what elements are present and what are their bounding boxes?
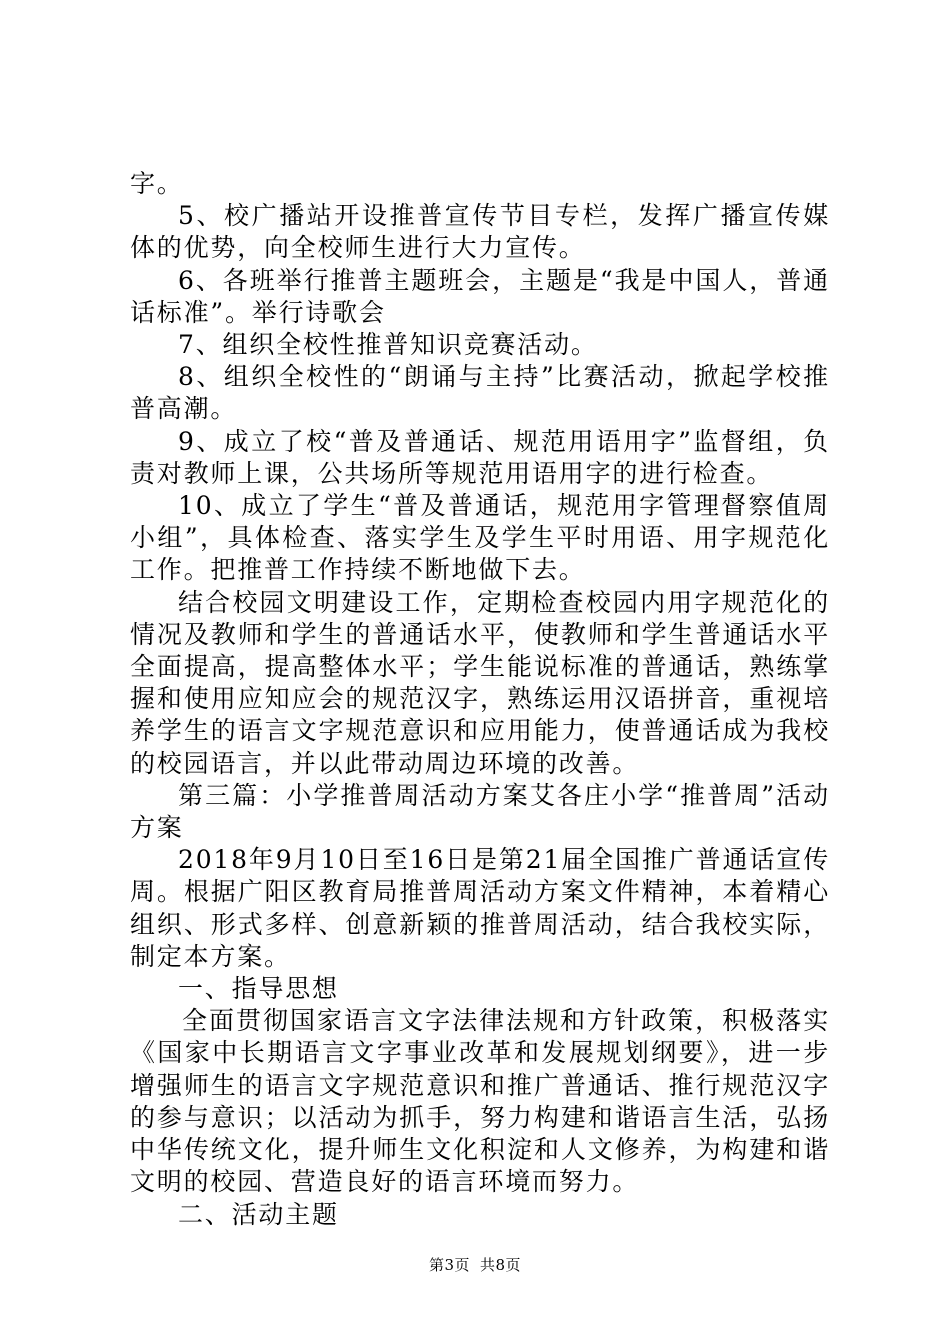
paragraph: 10、成立了学生“普及普通话，规范用字管理督察值周小组”，具体检查、落实学生及学生平时用语、用字规范化工作。把推普工作持续不断地做下去。 (130, 491, 830, 585)
page-total: 共8页 (480, 1256, 522, 1274)
page-number: 第3页 (428, 1256, 470, 1274)
section-heading: 第三篇：小学推普周活动方案艾各庄小学“推普周”活动方案 (130, 780, 830, 843)
paragraph: 2018年9月10日至16日是第21届全国推广普通话宣传周。根据广阳区教育局推普周活动方案文件精神，本着精心组织、形式多样、创意新颖的推普周活动，结合我校实际，制定本方案。 (130, 845, 830, 971)
page-footer (0, 1255, 950, 1275)
document-body (130, 168, 830, 1231)
paragraph: 8、组织全校性的“朗诵与主持”比赛活动，掀起学校推普高潮。 (130, 362, 830, 424)
paragraph: 字。 (130, 169, 184, 198)
paragraph: 5、校广播站开设推普宣传节目专栏，发挥广播宣传媒体的优势，向全校师生进行大力宣传。 (130, 201, 830, 263)
paragraph: 结合校园文明建设工作，定期检查校园内用字规范化的情况及教师和学生的普通话水平，使教师和学生普通话水平全面提高，提高整体水平；学生能说标准的普通话，熟练掌握和使用应知应会的规范汉字，熟练运用汉语拼音，重视培养学生的语言文字规范意识和应用能力，使普通话成为我校的校园语言，并以此带动周边环境的改善。 (130, 587, 830, 778)
paragraph: 9、成立了校“普及普通话、规范用语用字”监督组，负责对教师上课，公共场所等规范用语用字的进行检查。 (130, 426, 830, 488)
paragraph: 7、组织全校性推普知识竞赛活动。 (178, 330, 598, 360)
paragraph: 6、各班举行推普主题班会，主题是“我是中国人，普通话标准”。举行诗歌会 (130, 265, 830, 327)
section-heading: 一、指导思想 (178, 974, 339, 1004)
paragraph: 全面贯彻国家语言文字法律法规和方针政策，积极落实《国家中长期语言文字事业改革和发展规划纲要》，进一步增强师生的语言文字规范意识和推广普通话、推行规范汉字的参与意识；以活动为抓手，努力构建和谐语言生活，弘扬中华传统文化，提升师生文化积淀和人文修养，为构建和谐文明的校园、营造良好的语言环境而努力。 (130, 1006, 830, 1197)
section-heading: 二、活动主题 (178, 1199, 339, 1229)
